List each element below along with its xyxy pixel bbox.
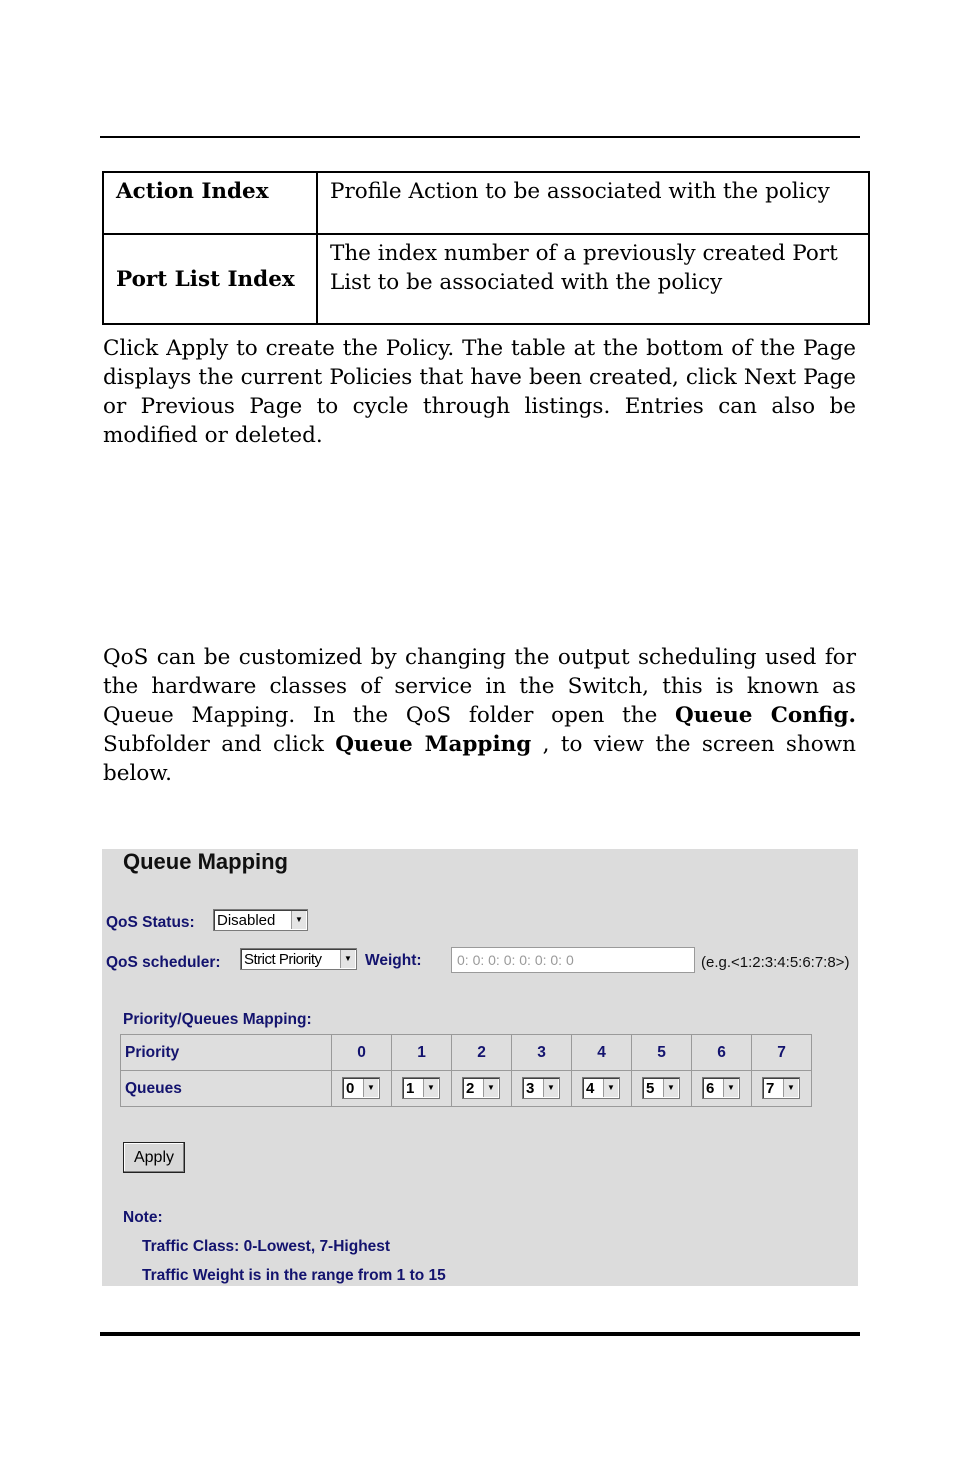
chevron-down-icon[interactable]: ▼	[603, 1079, 618, 1097]
qos-scheduler-value: Strict Priority	[244, 951, 322, 968]
chevron-down-icon[interactable]: ▼	[340, 950, 355, 968]
chevron-down-icon[interactable]: ▼	[663, 1079, 678, 1097]
queue-select[interactable]: 4 ▼	[582, 1077, 620, 1099]
priority-header: Priority	[121, 1035, 332, 1071]
paragraph-text: QoS can be customized by changing the output scheduling used for the hardware classes of service in the Switch, this is known as Queue Mapping. In the QoS folder open the	[103, 645, 856, 728]
param-description: Profile Action to be associated with the policy	[317, 172, 869, 234]
param-name: Port List Index	[103, 234, 317, 324]
weight-input[interactable]: 0: 0: 0: 0: 0: 0: 0: 0	[451, 947, 695, 973]
header-rule	[100, 136, 860, 138]
table-row	[103, 234, 869, 324]
queue-mapping-screenshot	[102, 849, 858, 1286]
weight-label: Weight:	[365, 952, 422, 969]
priority-cell: 0	[332, 1035, 392, 1071]
body-paragraph	[103, 643, 856, 788]
chevron-down-icon[interactable]: ▼	[363, 1079, 378, 1097]
queue-select[interactable]: 5 ▼	[642, 1077, 680, 1099]
note-line: Traffic Class: 0-Lowest, 7-Highest	[142, 1238, 391, 1255]
paragraph-text: Subfolder and click	[103, 732, 336, 757]
chevron-down-icon[interactable]: ▼	[543, 1079, 558, 1097]
queue-select[interactable]: 0 ▼	[342, 1077, 380, 1099]
qos-status-select[interactable]	[213, 909, 308, 931]
priority-cell: 5	[632, 1035, 692, 1071]
note-label: Note:	[123, 1209, 163, 1226]
queues-header: Queues	[121, 1071, 332, 1107]
priority-queue-table	[120, 1034, 812, 1107]
paragraph-text: , to view the screen shown below.	[103, 732, 856, 786]
table-row	[103, 172, 869, 234]
priority-cell: 1	[392, 1035, 452, 1071]
chevron-down-icon[interactable]: ▼	[291, 911, 306, 929]
chevron-down-icon[interactable]: ▼	[423, 1079, 438, 1097]
queue-select[interactable]: 1 ▼	[402, 1077, 440, 1099]
queue-select[interactable]: 2 ▼	[462, 1077, 500, 1099]
priority-cell: 3	[512, 1035, 572, 1071]
queue-select[interactable]: 6 ▼	[702, 1077, 740, 1099]
note-line: Traffic Weight is in the range from 1 to 15	[142, 1267, 446, 1284]
queue-select[interactable]: 3 ▼	[522, 1077, 560, 1099]
qos-scheduler-select[interactable]	[240, 948, 357, 970]
body-paragraph: Click Apply to create the Policy. The table at the bottom of the Page displays the current Policies that have been created, click Next Page or Previous Page to cycle through listings. Entries can also be modified or deleted.	[103, 336, 856, 448]
chevron-down-icon[interactable]: ▼	[723, 1079, 738, 1097]
priority-cell: 4	[572, 1035, 632, 1071]
chevron-down-icon[interactable]: ▼	[783, 1079, 798, 1097]
qos-scheduler-label: QoS scheduler:	[106, 954, 221, 971]
weight-example: (e.g.<1:2:3:4:5:6:7:8>)	[701, 954, 850, 971]
menu-reference: Queue Config.	[675, 703, 856, 728]
menu-reference: Queue Mapping	[335, 732, 532, 757]
apply-button[interactable]: Apply	[123, 1142, 185, 1173]
table-row	[121, 1035, 812, 1071]
page-title: Queue Mapping	[123, 849, 288, 874]
mapping-title: Priority/Queues Mapping:	[123, 1011, 312, 1028]
table-row	[121, 1071, 812, 1107]
parameter-table	[102, 171, 870, 325]
queue-select[interactable]: 7 ▼	[762, 1077, 800, 1099]
param-name: Action Index	[103, 172, 317, 234]
priority-cell: 7	[752, 1035, 812, 1071]
footer-rule	[100, 1332, 860, 1336]
param-description: The index number of a previously created Port List to be associated with the policy	[317, 234, 869, 324]
qos-status-value: Disabled	[217, 912, 276, 929]
priority-cell: 6	[692, 1035, 752, 1071]
priority-cell: 2	[452, 1035, 512, 1071]
chevron-down-icon[interactable]: ▼	[483, 1079, 498, 1097]
qos-status-label: QoS Status:	[106, 914, 195, 931]
